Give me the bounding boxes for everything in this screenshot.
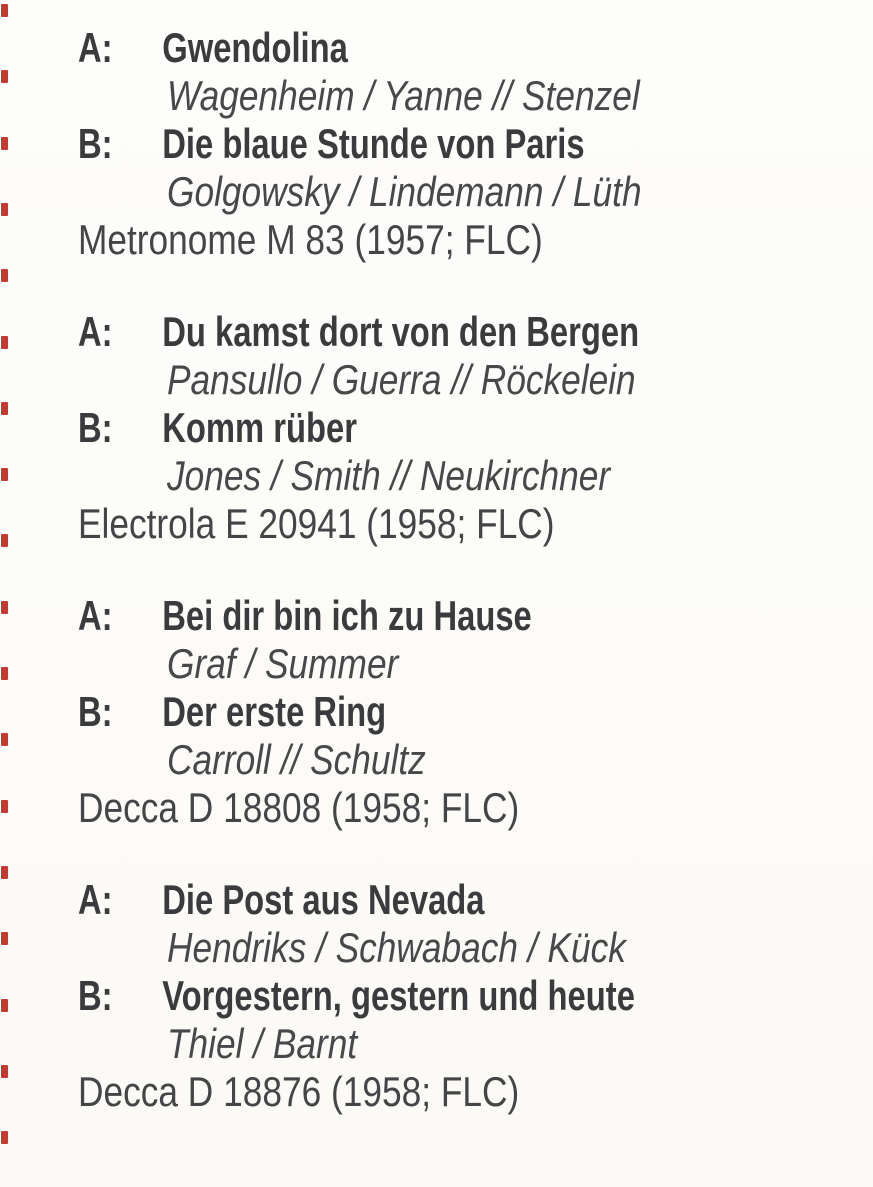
side-a-credits: Graf / Summer [167, 640, 399, 687]
edge-mark [1, 667, 8, 680]
side-a-row [0, 592, 873, 640]
edge-mark [1, 1065, 8, 1078]
side-b-credits-row [0, 452, 873, 500]
side-a-credits-row [0, 72, 873, 120]
edge-mark [1, 468, 8, 481]
edge-mark [1, 269, 8, 282]
side-b-label: B: [78, 404, 113, 451]
edge-mark [1, 137, 8, 150]
edge-mark [1, 866, 8, 879]
side-a-label: A: [78, 308, 113, 355]
side-b-credits-row [0, 1020, 873, 1068]
side-a-title: Bei dir bin ich zu Hause [162, 592, 532, 639]
release-row [0, 500, 873, 548]
side-a-credits-row [0, 640, 873, 688]
edge-mark [1, 1131, 8, 1144]
edge-mark [1, 203, 8, 216]
side-a-credits-row [0, 924, 873, 972]
side-b-label: B: [78, 688, 113, 735]
side-b-row [0, 688, 873, 736]
side-b-label: B: [78, 120, 113, 167]
edge-mark [1, 733, 8, 746]
side-b-title: Die blaue Stunde von Paris [162, 120, 585, 167]
side-b-credits: Golgowsky / Lindemann / Lüth [167, 168, 642, 215]
release-row [0, 216, 873, 264]
side-a-title: Gwendolina [162, 24, 348, 71]
side-a-label: A: [78, 592, 113, 639]
release-info: Electrola E 20941 (1958; FLC) [78, 500, 555, 547]
side-a-credits: Wagenheim / Yanne // Stenzel [167, 72, 640, 119]
scan-edge-marks [0, 0, 14, 1187]
record-entry [0, 592, 873, 832]
side-b-title: Der erste Ring [162, 688, 387, 735]
release-row [0, 1068, 873, 1116]
side-a-title: Die Post aus Nevada [162, 876, 485, 923]
edge-mark [1, 999, 8, 1012]
side-b-credits-row [0, 168, 873, 216]
record-entry [0, 308, 873, 548]
side-a-credits-row [0, 356, 873, 404]
edge-mark [1, 70, 8, 83]
side-b-credits-row [0, 736, 873, 784]
edge-mark [1, 932, 8, 945]
record-entry [0, 876, 873, 1116]
side-b-row [0, 120, 873, 168]
side-a-row [0, 876, 873, 924]
release-info: Decca D 18876 (1958; FLC) [78, 1068, 520, 1115]
side-a-credits: Hendriks / Schwabach / Kück [167, 924, 626, 971]
edge-mark [1, 800, 8, 813]
side-b-row [0, 404, 873, 452]
side-a-label: A: [78, 876, 113, 923]
release-info: Decca D 18808 (1958; FLC) [78, 784, 520, 831]
side-b-credits: Thiel / Barnt [167, 1020, 358, 1067]
side-b-credits: Carroll // Schultz [167, 736, 426, 783]
side-b-label: B: [78, 972, 113, 1019]
side-a-title: Du kamst dort von den Bergen [162, 308, 640, 355]
record-entry [0, 24, 873, 264]
side-b-title: Vorgestern, gestern und heute [162, 972, 635, 1019]
edge-mark [1, 4, 8, 17]
side-a-row [0, 308, 873, 356]
side-a-label: A: [78, 24, 113, 71]
side-b-title: Komm rüber [162, 404, 358, 451]
edge-mark [1, 336, 8, 349]
side-b-row [0, 972, 873, 1020]
edge-mark [1, 534, 8, 547]
edge-mark [1, 601, 8, 614]
release-info: Metronome M 83 (1957; FLC) [78, 216, 543, 263]
side-a-row [0, 24, 873, 72]
side-a-credits: Pansullo / Guerra // Röckelein [167, 356, 636, 403]
release-row [0, 784, 873, 832]
edge-mark [1, 402, 8, 415]
side-b-credits: Jones / Smith // Neukirchner [167, 452, 611, 499]
